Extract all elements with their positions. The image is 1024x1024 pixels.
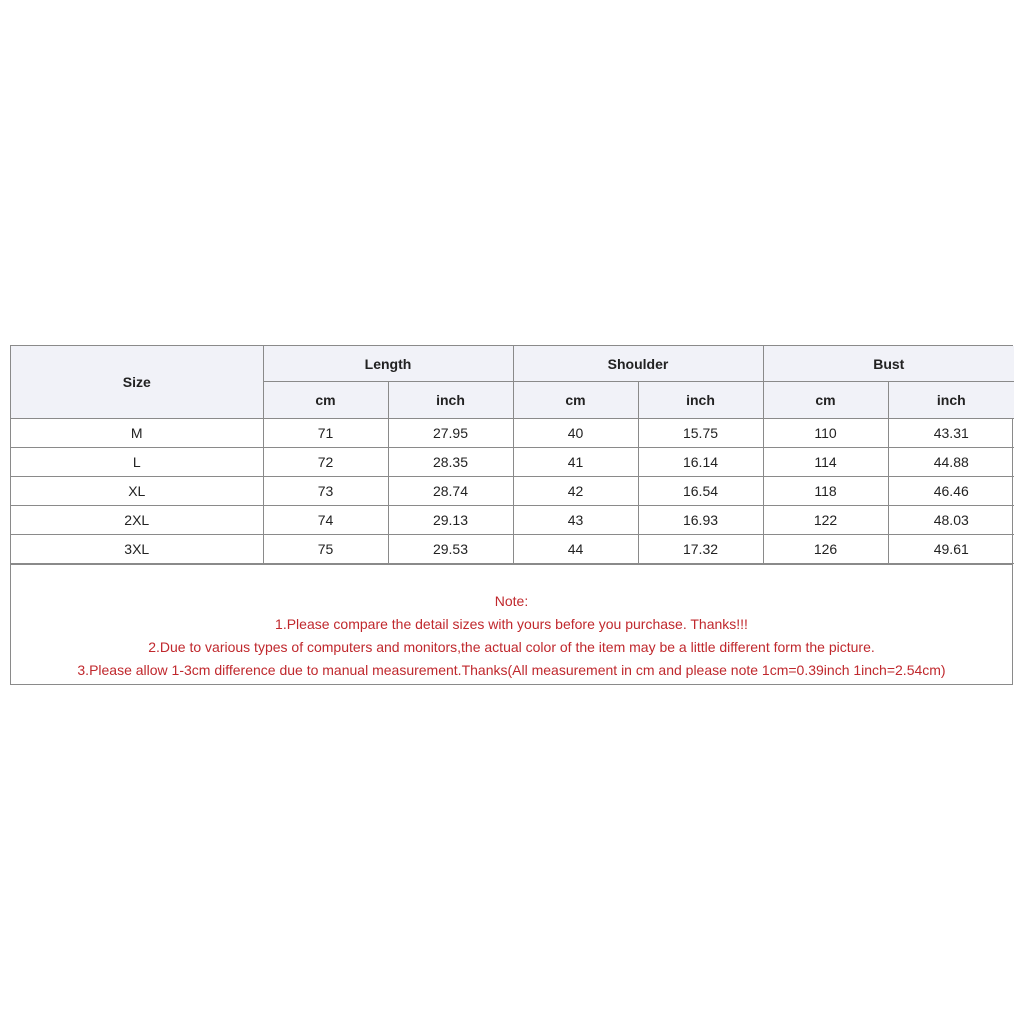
table-row xyxy=(11,477,1014,506)
table-cell: 27.95 xyxy=(388,419,513,448)
note-line: 2.Due to various types of computers and monitors,the actual color of the item may be a little different form the picture. xyxy=(148,639,875,655)
table-row xyxy=(11,535,1014,564)
length-header: Length xyxy=(263,346,513,382)
unit-header: inch xyxy=(388,382,513,419)
size-table xyxy=(11,346,1014,564)
table-cell: 71 xyxy=(263,419,388,448)
table-cell: 72 xyxy=(263,448,388,477)
shoulder-header: Shoulder xyxy=(513,346,763,382)
size-cell: 2XL xyxy=(11,506,263,535)
table-cell: 73 xyxy=(263,477,388,506)
size-chart xyxy=(10,345,1013,685)
table-cell: 48.03 xyxy=(888,506,1014,535)
table-cell: 16.93 xyxy=(638,506,763,535)
header-row-groups xyxy=(11,346,1014,382)
table-cell: 110 xyxy=(763,419,888,448)
table-cell: 118 xyxy=(763,477,888,506)
table-cell: 29.13 xyxy=(388,506,513,535)
table-cell: 46.46 xyxy=(888,477,1014,506)
unit-header: cm xyxy=(263,382,388,419)
unit-header: cm xyxy=(513,382,638,419)
bust-header: Bust xyxy=(763,346,1014,382)
table-cell: 40 xyxy=(513,419,638,448)
table-row xyxy=(11,506,1014,535)
table-cell: 49.61 xyxy=(888,535,1014,564)
unit-header: inch xyxy=(638,382,763,419)
table-cell: 41 xyxy=(513,448,638,477)
note-line: 3.Please allow 1-3cm difference due to manual measurement.Thanks(All measurement in cm and please note 1cm=0.39inch 1inch=2.54cm) xyxy=(77,662,946,678)
unit-header: inch xyxy=(888,382,1014,419)
table-cell: 16.54 xyxy=(638,477,763,506)
table-cell: 126 xyxy=(763,535,888,564)
table-cell: 43 xyxy=(513,506,638,535)
notes-section xyxy=(11,564,1012,684)
table-cell: 42 xyxy=(513,477,638,506)
table-cell: 28.35 xyxy=(388,448,513,477)
size-header: Size xyxy=(11,346,263,419)
size-cell: XL xyxy=(11,477,263,506)
note-title: Note: xyxy=(494,593,529,609)
size-cell: L xyxy=(11,448,263,477)
table-cell: 28.74 xyxy=(388,477,513,506)
table-cell: 15.75 xyxy=(638,419,763,448)
table-cell: 75 xyxy=(263,535,388,564)
table-cell: 43.31 xyxy=(888,419,1014,448)
size-cell: M xyxy=(11,419,263,448)
table-cell: 29.53 xyxy=(388,535,513,564)
table-row xyxy=(11,419,1014,448)
table-cell: 44.88 xyxy=(888,448,1014,477)
unit-header: cm xyxy=(763,382,888,419)
table-cell: 74 xyxy=(263,506,388,535)
table-cell: 16.14 xyxy=(638,448,763,477)
table-cell: 17.32 xyxy=(638,535,763,564)
note-line: 1.Please compare the detail sizes with yours before you purchase. Thanks!!! xyxy=(275,616,748,632)
table-cell: 122 xyxy=(763,506,888,535)
table-cell: 44 xyxy=(513,535,638,564)
table-cell: 114 xyxy=(763,448,888,477)
size-cell: 3XL xyxy=(11,535,263,564)
table-row xyxy=(11,448,1014,477)
